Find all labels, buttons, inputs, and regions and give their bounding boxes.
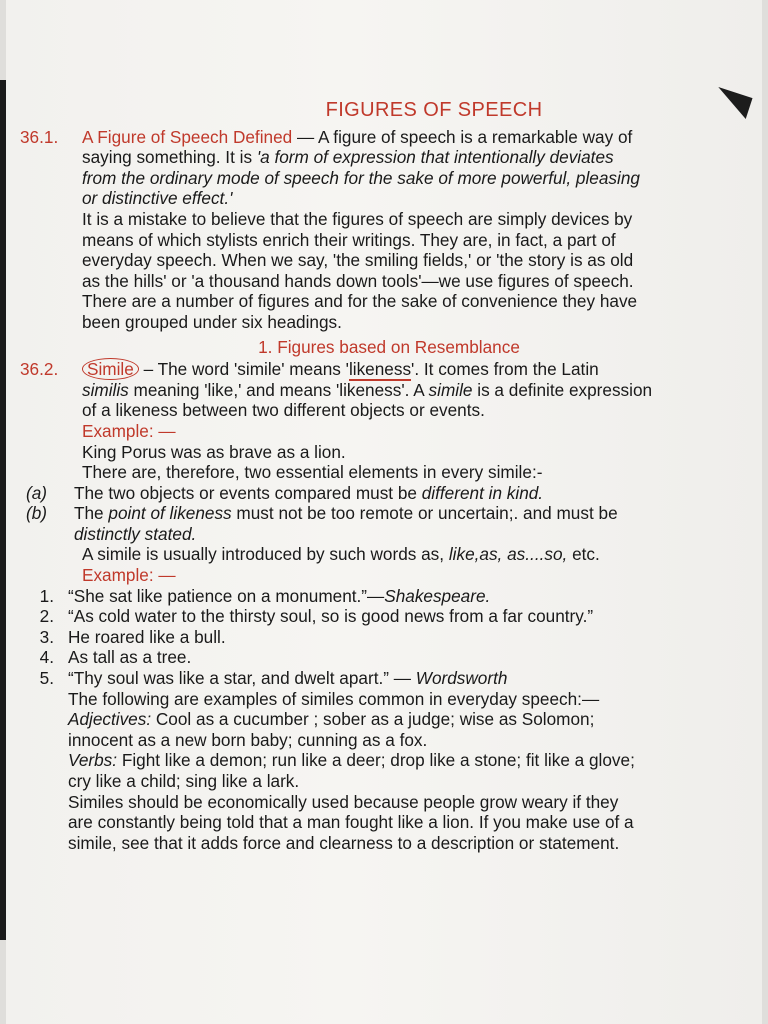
list-item: 2. “As cold water to the thirsty soul, so is good news from a far country.” [39, 606, 594, 627]
example-list [20, 586, 758, 689]
section-number: 36.1. [20, 126, 59, 147]
example-label: Example: — [82, 565, 176, 586]
example-text: King Porus was as brave as a lion. [82, 441, 346, 462]
subheading: 1. Figures based on Resemblance [258, 336, 520, 357]
quote-text: 'a form of expression that intentionally deviates [256, 147, 614, 168]
quote-text: or distinctive effect.' [82, 188, 233, 209]
section-36-2 [20, 359, 758, 853]
paragraph-line: The following are examples of similes common in everyday speech:— [68, 688, 600, 709]
list-item: 1. “She sat like patience on a monument.”—Shakespeare. [39, 585, 491, 606]
paragraph-line: are constantly being told that a man fought like a lion. If you make use of a [68, 812, 634, 833]
list-item: 5. “Thy soul was like a star, and dwelt apart.” — Wordsworth [39, 668, 508, 689]
paragraph-line: There are, therefore, two essential elements in every simile:- [82, 462, 543, 483]
section-line: of a likeness between two different objects or events. [82, 400, 485, 421]
example-label: Example: — [82, 420, 176, 441]
paragraph-line: Similes should be economically used because people grow weary if they [68, 791, 619, 812]
section-line: similis meaning 'like,' and means 'likeness'. A simile is a definite expression [82, 379, 653, 400]
quote-text: from the ordinary mode of speech for the sake of more powerful, pleasing [82, 167, 640, 188]
point-a: (a) The two objects or events compared must be different in kind. [26, 482, 544, 503]
paragraph-line: There are a number of figures and for the sake of convenience they have [82, 291, 638, 312]
section-36-1 [20, 127, 758, 333]
paragraph-line: means of which stylists enrich their writings. They are, in fact, a part of [82, 229, 616, 250]
circled-term: Simile [82, 358, 139, 380]
point-b: (b) The point of likeness must not be too remote or uncertain;. and must be distinctly stated. [26, 503, 618, 544]
paragraph-line: everyday speech. When we say, 'the smiling fields,' or 'the story is as old [82, 250, 634, 271]
section-number: 36.2. [20, 359, 59, 380]
section-heading: A Figure of Speech Defined [82, 126, 293, 147]
paragraph-line: innocent as a new born baby; cunning as a fox. [68, 729, 428, 750]
paragraph-line: simile, see that it adds force and clearness to a description or statement. [68, 832, 620, 853]
page-content [20, 100, 758, 853]
list-item: 4. As tall as a tree. [39, 647, 192, 668]
paragraph-line: Adjectives: Cool as a cucumber ; sober as a judge; wise as Solomon; [68, 709, 595, 730]
paragraph-line: as the hills' or 'a thousand hands down tools'—we use figures of speech. [82, 270, 634, 291]
paragraph-line: It is a mistake to believe that the figures of speech are simply devices by [82, 208, 633, 229]
section-line: saying something. It is 'a form of expression that intentionally deviates [82, 147, 614, 168]
book-page [6, 0, 762, 1024]
paragraph-line: A simile is usually introduced by such words as, like,as, as....so, etc. [82, 544, 600, 565]
section-line: A Figure of Speech Defined — A figure of speech is a remarkable way of [82, 126, 633, 147]
text: A figure of speech is a remarkable way of [318, 126, 633, 147]
point-tag: (b) [26, 503, 48, 524]
underlined-word: likeness [348, 359, 412, 380]
common-similes [20, 689, 758, 854]
paragraph-line: cry like a child; sing like a lark. [68, 771, 300, 791]
paragraph-line: been grouped under six headings. [82, 311, 342, 332]
section-line: Simile – The word 'simile' means 'likeness'. It comes from the Latin [82, 359, 758, 380]
point-tag: (a) [26, 482, 48, 503]
paragraph-line: Verbs: Fight like a demon; run like a deer; drop like a stone; fit like a glove; [68, 750, 635, 771]
page-title: FIGURES OF SPEECH [325, 99, 543, 121]
list-item: 3. He roared like a bull. [39, 626, 226, 647]
